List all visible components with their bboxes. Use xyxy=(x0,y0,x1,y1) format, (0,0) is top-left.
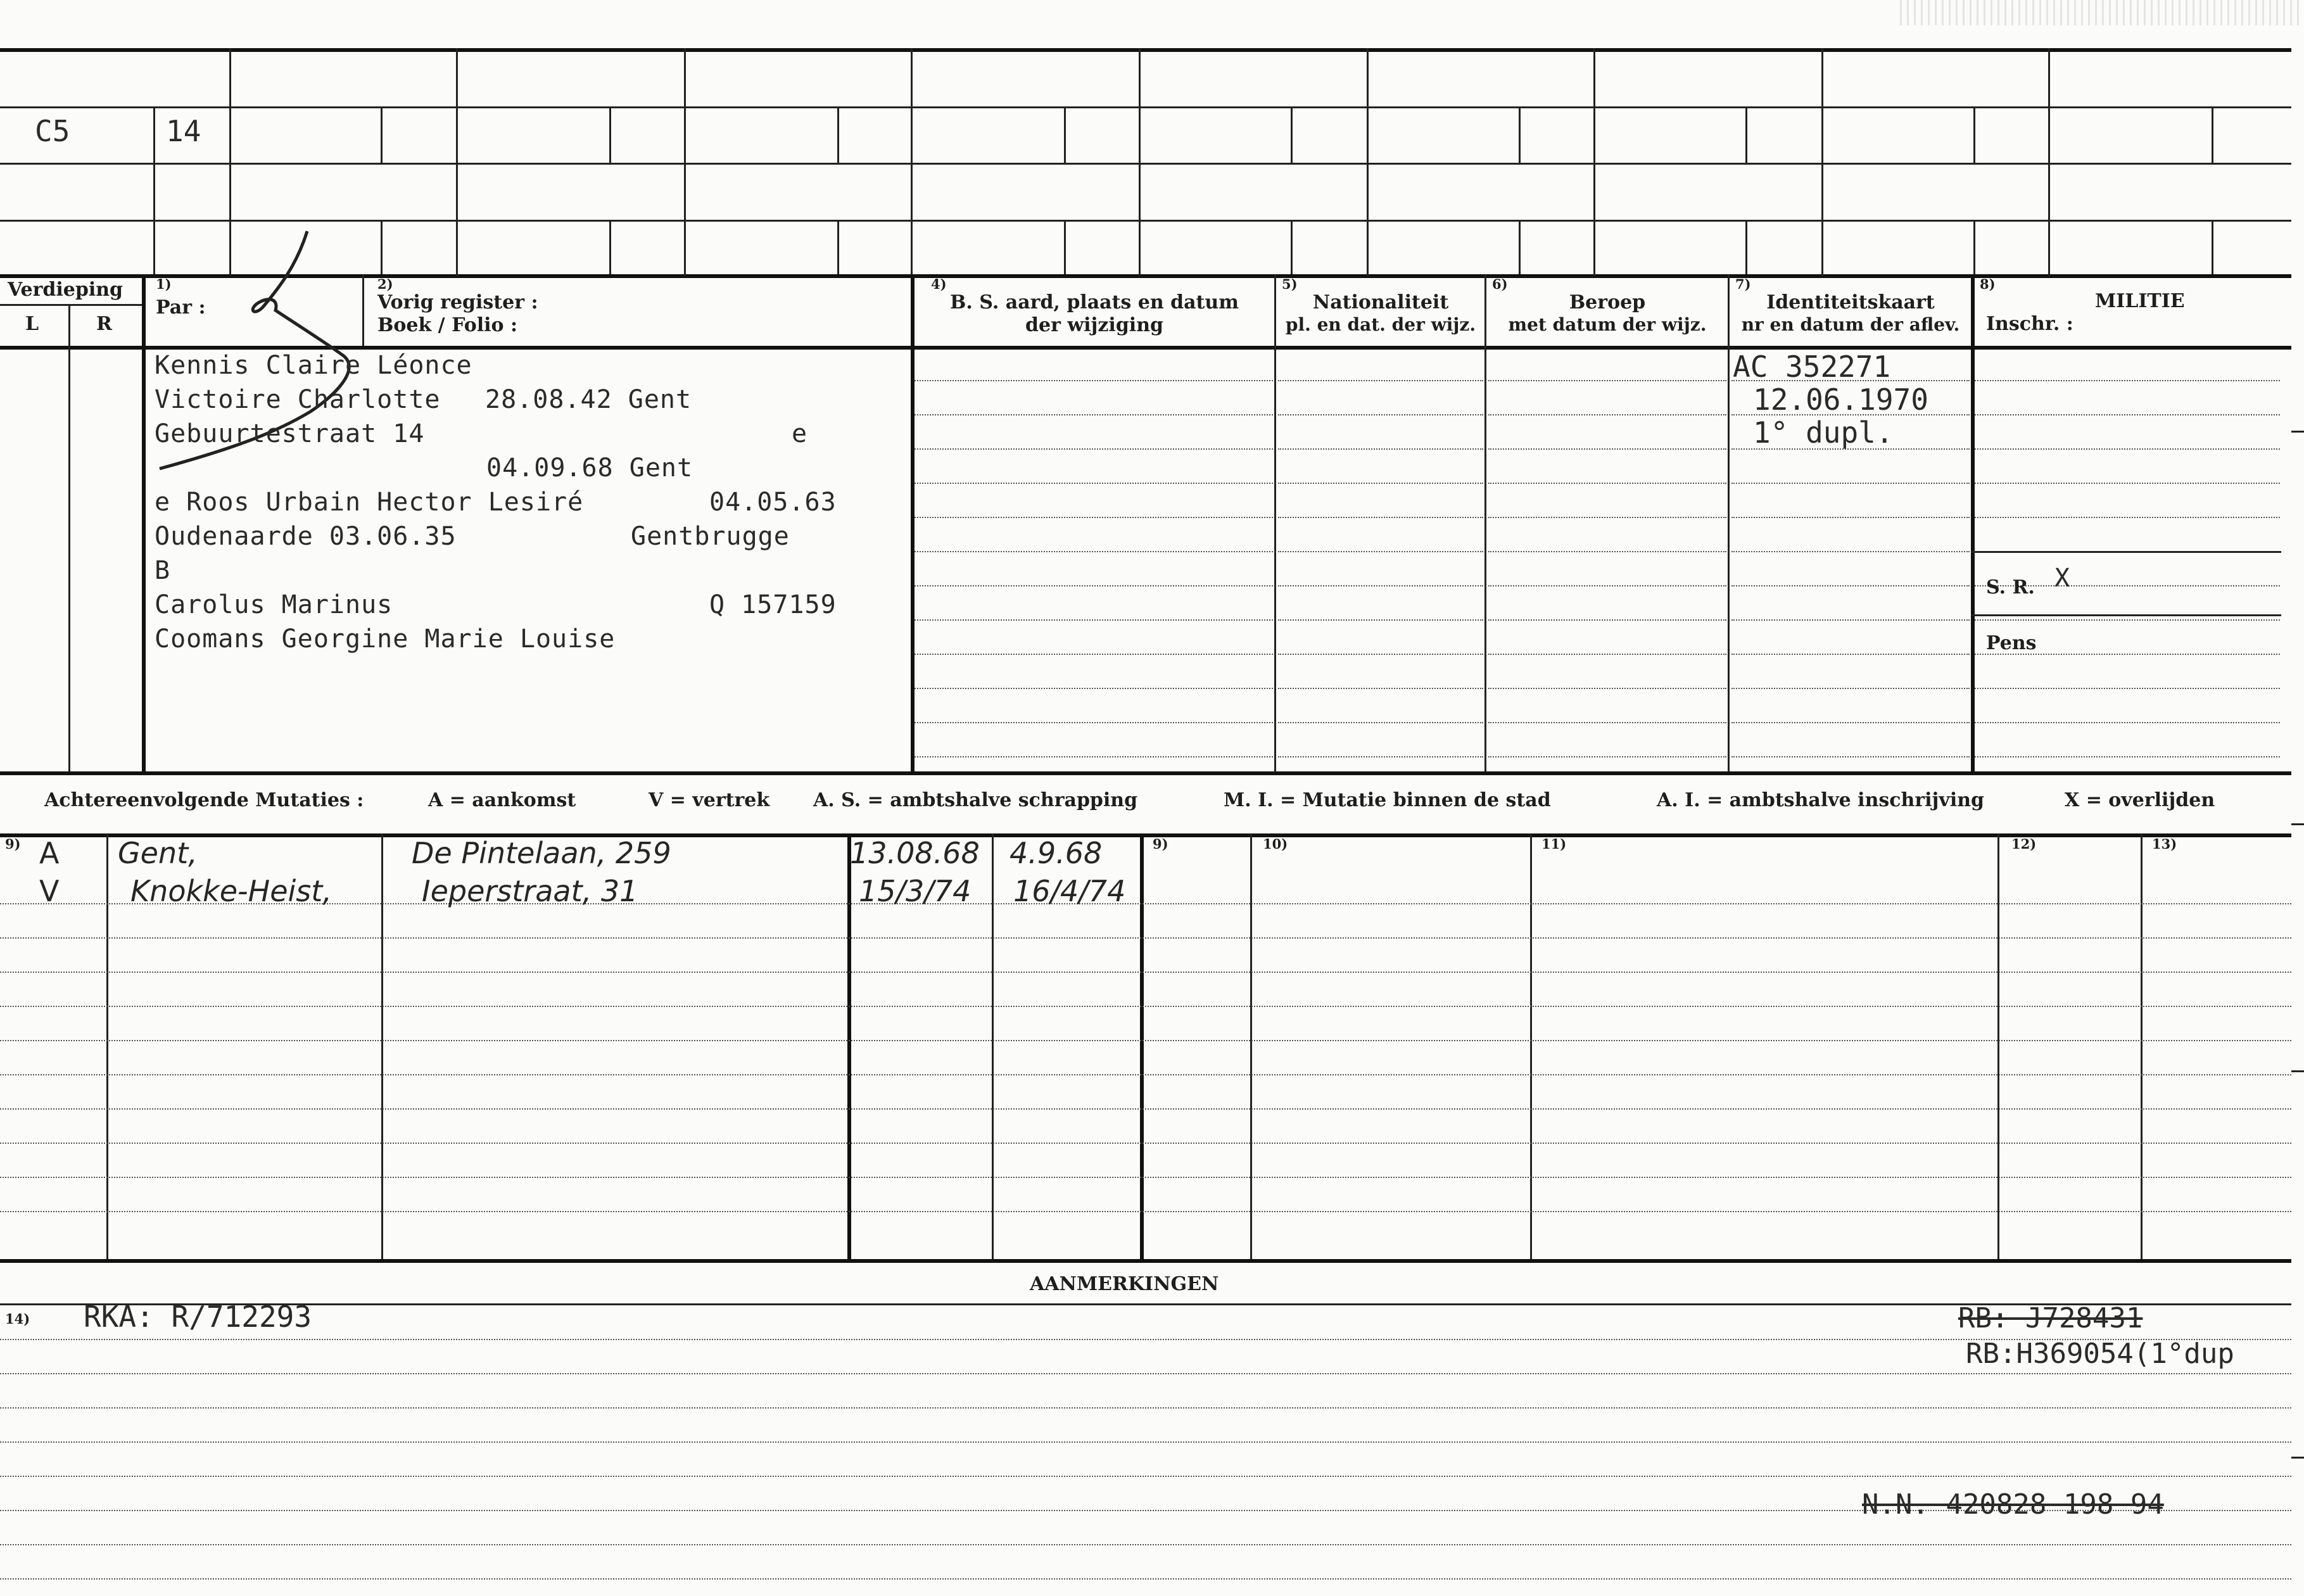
rule xyxy=(1973,220,1975,274)
dotted-rule xyxy=(915,483,1273,484)
rule xyxy=(1745,220,1747,274)
field-number: 6) xyxy=(1492,276,1508,292)
col-number: 9) xyxy=(5,836,21,852)
mutation-date-2: 4.9.68 xyxy=(1010,836,1103,870)
rule xyxy=(0,1303,2291,1305)
dotted-rule xyxy=(1975,448,2280,450)
dotted-rule xyxy=(1975,517,2280,518)
rule xyxy=(1745,106,1747,163)
dotted-rule xyxy=(0,1108,2291,1110)
dotted-rule xyxy=(0,1143,2291,1144)
dotted-rule xyxy=(1488,414,1726,415)
dotted-rule xyxy=(1278,688,1483,689)
nationaliteit-label-2: pl. en dat. der wijz. xyxy=(1285,314,1476,335)
remarks-title: AANMERKINGEN xyxy=(1030,1273,1219,1295)
rule xyxy=(2141,833,2143,1259)
mutation-date-1: 13.08.68 xyxy=(850,836,980,870)
nn-number: N.N. 420828 198 94 xyxy=(1862,1488,2164,1521)
person-line-6a: Oudenaarde 03.06.35 xyxy=(155,522,457,551)
person-line-8a: Carolus Marinus xyxy=(155,590,393,619)
rule xyxy=(1530,833,1532,1259)
dotted-rule xyxy=(1278,414,1483,415)
rule xyxy=(0,48,2291,52)
dotted-rule xyxy=(1278,448,1483,450)
dotted-rule xyxy=(1488,551,1726,552)
beroep-label: Beroep xyxy=(1569,291,1646,314)
dotted-rule xyxy=(1488,688,1726,689)
person-line-4: 04.09.68 Gent xyxy=(486,453,693,483)
dotted-rule xyxy=(915,722,1273,723)
dotted-rule xyxy=(1488,517,1726,518)
id-card-number: AC 352271 xyxy=(1733,350,1891,384)
bs-label-2: der wijziging xyxy=(1025,314,1163,336)
rule xyxy=(68,304,70,773)
dotted-rule xyxy=(0,1544,2291,1545)
rule xyxy=(911,274,915,773)
nationaliteit-label: Nationaliteit xyxy=(1312,291,1449,314)
rule xyxy=(1997,833,1999,1259)
par-label: Par : xyxy=(156,296,206,319)
militie-label: MILITIE xyxy=(2095,290,2185,312)
dotted-rule xyxy=(0,972,2291,973)
person-line-2a: Victoire Charlotte xyxy=(155,385,441,414)
dotted-rule xyxy=(1278,585,1483,586)
dotted-rule xyxy=(1975,688,2280,689)
id-card-date: 12.06.1970 xyxy=(1753,383,1928,417)
rule xyxy=(381,833,383,1259)
person-line-1: Kennis Claire Léonce xyxy=(155,351,472,380)
dotted-rule xyxy=(1278,756,1483,757)
rule xyxy=(1519,106,1521,163)
dotted-rule xyxy=(0,1339,2291,1340)
col-number: 9) xyxy=(1153,836,1168,852)
dotted-rule xyxy=(1975,414,2280,415)
verdieping-l-label: L xyxy=(25,313,39,335)
rule xyxy=(1971,274,1975,773)
dotted-rule xyxy=(1488,448,1726,450)
dotted-rule xyxy=(1731,756,1970,757)
pens-label: Pens xyxy=(1986,632,2037,654)
dotted-rule xyxy=(0,937,2291,939)
mutation-street: Ieperstraat, 31 xyxy=(422,874,638,908)
rule xyxy=(0,163,2291,165)
edge-tick xyxy=(2291,431,2304,433)
legend-vertrek: V = vertrek xyxy=(649,789,770,811)
rule xyxy=(1291,220,1293,274)
vorig-register-label: Vorig register : xyxy=(377,291,538,314)
rule xyxy=(1250,833,1252,1259)
dotted-rule xyxy=(1488,619,1726,621)
dotted-rule xyxy=(915,619,1273,621)
legend-ambtshalve-inschrijving: A. I. = ambtshalve inschrijving xyxy=(1657,789,1985,811)
person-line-9: Coomans Georgine Marie Louise xyxy=(155,624,616,654)
dotted-rule xyxy=(915,654,1273,655)
dotted-rule xyxy=(0,1578,2291,1580)
scan-noise xyxy=(1900,0,2304,25)
rule xyxy=(1728,274,1730,773)
rule xyxy=(837,106,839,163)
dotted-rule xyxy=(1278,551,1483,552)
dotted-rule xyxy=(1731,585,1970,586)
dotted-rule xyxy=(1975,380,2280,381)
beroep-label-2: met datum der wijz. xyxy=(1508,314,1707,335)
rule xyxy=(1821,48,1823,276)
dotted-rule xyxy=(915,551,1273,552)
rule xyxy=(1274,274,1276,773)
field-number: 2) xyxy=(377,276,393,292)
dotted-rule xyxy=(915,585,1273,586)
rule xyxy=(609,220,611,274)
rule xyxy=(1064,220,1066,274)
rule xyxy=(0,771,2291,775)
mutation-type: V xyxy=(39,874,60,908)
rule xyxy=(106,833,108,1259)
dotted-rule xyxy=(915,448,1273,450)
person-line-2b: 28.08.42 Gent xyxy=(485,385,692,414)
person-line-3a: Gebuurtestraat 14 xyxy=(155,419,425,448)
bs-label: B. S. aard, plaats en datum xyxy=(950,291,1239,314)
dotted-rule xyxy=(1731,619,1970,621)
verdieping-r-label: R xyxy=(96,313,112,335)
legend-ambtshalve-schrapping: A. S. = ambtshalve schrapping xyxy=(813,789,1138,811)
person-line-5b: 04.05.63 xyxy=(709,488,837,517)
dotted-rule xyxy=(0,1441,2291,1443)
dotted-rule xyxy=(1975,722,2280,723)
rule xyxy=(992,833,994,1259)
rule xyxy=(1291,106,1293,163)
sr-value: X xyxy=(2054,564,2071,593)
dotted-rule xyxy=(0,1040,2291,1041)
dotted-rule xyxy=(0,1006,2291,1007)
rule xyxy=(0,220,2291,222)
col-number: 11) xyxy=(1541,836,1567,852)
dotted-rule xyxy=(0,903,2291,904)
dotted-rule xyxy=(1278,722,1483,723)
rb-new: RB:H369054(1°dup xyxy=(1966,1338,2234,1370)
dotted-rule xyxy=(1488,756,1726,757)
field-number: 5) xyxy=(1282,276,1298,292)
rule xyxy=(1484,274,1486,773)
rule xyxy=(2048,48,2050,276)
rule xyxy=(142,274,146,773)
rule xyxy=(381,106,383,163)
person-line-5a: e Roos Urbain Hector Lesiré xyxy=(155,488,584,517)
dotted-rule xyxy=(1278,619,1483,621)
rule xyxy=(1973,106,1975,163)
edge-tick xyxy=(2291,823,2304,825)
dotted-rule xyxy=(915,380,1273,381)
legend-overlijden: X = overlijden xyxy=(2065,789,2215,811)
dotted-rule xyxy=(1278,654,1483,655)
field-number: 4) xyxy=(931,276,947,292)
dotted-rule xyxy=(915,517,1273,518)
field-number: 8) xyxy=(1980,276,1996,292)
person-line-6b: Gentbrugge xyxy=(631,522,790,551)
mutation-date-2: 16/4/74 xyxy=(1013,874,1126,908)
person-line-3b: e xyxy=(792,419,808,448)
dotted-rule xyxy=(0,1074,2291,1075)
rule xyxy=(837,220,839,274)
dotted-rule xyxy=(0,1407,2291,1409)
rule xyxy=(1593,48,1595,276)
dotted-rule xyxy=(1278,517,1483,518)
rule xyxy=(684,48,686,276)
mutation-street: De Pintelaan, 259 xyxy=(412,836,671,870)
dotted-rule xyxy=(1488,722,1726,723)
dotted-rule xyxy=(1975,619,2280,621)
dotted-rule xyxy=(1731,654,1970,655)
dotted-rule xyxy=(0,1476,2291,1477)
dotted-rule xyxy=(1975,756,2280,757)
dotted-rule xyxy=(1488,654,1726,655)
legend-title: Achtereenvolgende Mutaties : xyxy=(44,789,364,811)
col-number: 13) xyxy=(2152,836,2177,852)
id-card-note: 1° dupl. xyxy=(1753,415,1894,450)
identiteitskaart-label: Identiteitskaart xyxy=(1766,291,1935,314)
dotted-rule xyxy=(1731,551,1970,552)
edge-tick xyxy=(2291,1457,2304,1459)
mutation-type: A xyxy=(39,836,60,870)
dotted-rule xyxy=(1731,517,1970,518)
top-grid-cell-b: 14 xyxy=(166,114,201,148)
dotted-rule xyxy=(1278,380,1483,381)
dotted-rule xyxy=(915,756,1273,757)
legend-aankomst: A = aankomst xyxy=(428,789,576,811)
field-number: 7) xyxy=(1735,276,1751,292)
col-number: 12) xyxy=(2011,836,2037,852)
dotted-rule xyxy=(1488,380,1726,381)
mutation-place: Gent, xyxy=(118,836,198,870)
legend-mutatie: M. I. = Mutatie binnen de stad xyxy=(1224,789,1551,811)
person-line-8b: Q 157159 xyxy=(709,590,837,619)
rule xyxy=(2212,220,2213,274)
rule xyxy=(2212,106,2213,163)
rule xyxy=(1367,48,1369,276)
rule xyxy=(1064,106,1066,163)
dotted-rule xyxy=(0,1373,2291,1374)
mutation-date-1: 15/3/74 xyxy=(859,874,972,908)
rule xyxy=(1971,614,2281,616)
rule xyxy=(911,48,913,276)
rb-old: RB: J728431 xyxy=(1958,1302,2143,1334)
person-line-7: B xyxy=(155,556,171,585)
dotted-rule xyxy=(1731,722,1970,723)
field-number: 14) xyxy=(5,1311,30,1327)
top-grid-cell-a: C5 xyxy=(35,114,70,148)
rule xyxy=(0,1259,2291,1263)
rule xyxy=(0,106,2291,108)
rule xyxy=(0,304,143,306)
rule xyxy=(1139,48,1141,276)
mutation-place: Knokke-Heist, xyxy=(130,874,332,908)
rule xyxy=(847,833,851,1259)
inschr-label: Inschr. : xyxy=(1986,313,2073,335)
rule xyxy=(609,106,611,163)
dotted-rule xyxy=(0,1177,2291,1178)
dotted-rule xyxy=(1975,483,2280,484)
boek-folio-label: Boek / Folio : xyxy=(377,314,518,336)
dotted-rule xyxy=(915,688,1273,689)
rka-number: RKA: R/712293 xyxy=(84,1300,312,1334)
dotted-rule xyxy=(0,1211,2291,1212)
field-number: 1) xyxy=(156,276,172,292)
rule xyxy=(0,833,2291,837)
identiteitskaart-label-2: nr en datum der aflev. xyxy=(1741,314,1960,335)
dotted-rule xyxy=(915,414,1273,415)
sr-label: S. R. xyxy=(1986,576,2035,598)
dotted-rule xyxy=(1731,483,1970,484)
dotted-rule xyxy=(1488,483,1726,484)
dotted-rule xyxy=(1278,483,1483,484)
col-number: 10) xyxy=(1263,836,1288,852)
dotted-rule xyxy=(1731,688,1970,689)
edge-tick xyxy=(2291,1070,2304,1072)
rule xyxy=(1971,551,2281,553)
rule xyxy=(1519,220,1521,274)
dotted-rule xyxy=(1488,585,1726,586)
verdieping-label: Verdieping xyxy=(8,279,123,301)
rule xyxy=(1140,833,1144,1259)
